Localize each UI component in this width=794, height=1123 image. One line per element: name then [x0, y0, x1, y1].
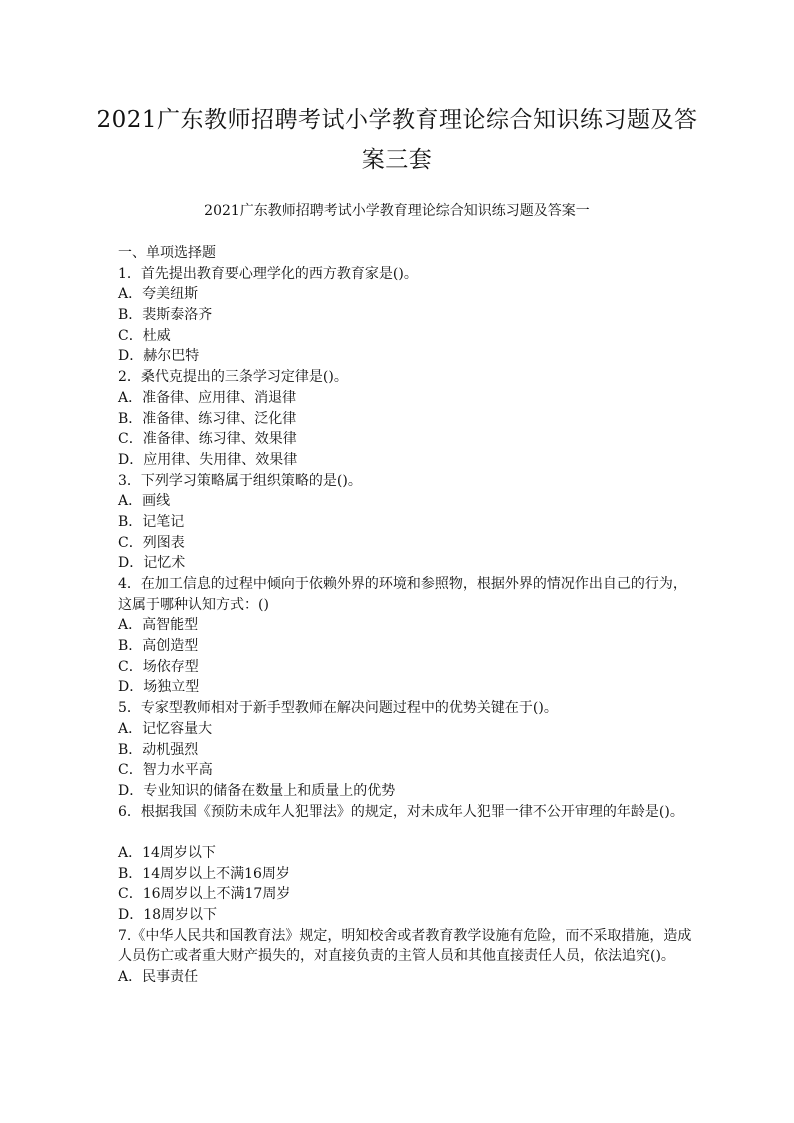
question-1: [118, 264, 698, 367]
question-4: [118, 574, 698, 698]
answer-option: A．准备律、应用律、消退律: [118, 389, 297, 406]
answer-option: A．民事责任: [118, 969, 199, 986]
answer-option: A．夸美纽斯: [118, 286, 199, 303]
question-stem: 6．根据我国《预防未成年人犯罪法》的规定，对未成年人犯罪一律不公开审理的年龄是()。: [118, 803, 684, 820]
answer-option: C．智力水平高: [118, 762, 213, 779]
question-stem: 4．在加工信息的过程中倾向于依赖外界的环境和参照物，根据外界的情况作出自己的行为，这属于哪种认知方式：(): [118, 576, 687, 613]
answer-option: B．动机强烈: [118, 741, 199, 758]
question-5: [118, 698, 698, 801]
answer-option: B．裴斯泰洛齐: [118, 307, 213, 324]
answer-option: A．记忆容量大: [118, 720, 213, 737]
document-title-line-2: 案三套: [361, 147, 433, 173]
answer-option: D．赫尔巴特: [118, 348, 200, 365]
answer-option: C．准备律、练习律、效果律: [118, 431, 297, 448]
section-heading: 一、单项选择题: [118, 245, 216, 261]
answer-option: C．杜威: [118, 327, 171, 344]
question-stem: 1．首先提出教育要心理学化的西方教育家是()。: [118, 265, 418, 282]
answer-option: C．列图表: [118, 534, 185, 551]
blank-line: [118, 822, 698, 843]
answer-option: A．画线: [118, 493, 171, 510]
document-body: [118, 243, 698, 988]
question-6: [118, 802, 698, 926]
answer-option: B．14周岁以上不满16周岁: [118, 865, 290, 882]
answer-option: D．18周岁以下: [118, 907, 218, 924]
document-subtitle: 2021广东教师招聘考试小学教育理论综合知识练习题及答案一: [204, 203, 590, 219]
answer-option: D．场独立型: [118, 679, 200, 696]
answer-option: B．记笔记: [118, 513, 185, 530]
question-7: [118, 926, 698, 988]
answer-option: C．16周岁以上不满17周岁: [118, 886, 291, 903]
question-3: [118, 471, 698, 574]
answer-option: A．高智能型: [118, 617, 199, 634]
question-stem: 7.《中华人民共和国教育法》规定，明知校舍或者教育教学设施有危险，而不采取措施，造成人员伤亡或者重大财产损失的，对直接负责的主管人员和其他直接责任人员，依法追究()。: [118, 927, 692, 965]
answer-option: C．场依存型: [118, 658, 199, 675]
answer-option: D．专业知识的储备在数量上和质量上的优势: [118, 782, 396, 799]
answer-option: B．高创造型: [118, 638, 199, 655]
question-stem: 5．专家型教师相对于新手型教师在解决问题过程中的优势关键在于()。: [118, 700, 558, 717]
question-stem: 3．下列学习策略属于组织策略的是()。: [118, 472, 362, 489]
answer-option: A．14周岁以下: [118, 844, 216, 861]
answer-option: D．应用律、失用律、效果律: [118, 451, 298, 468]
document-title-line-1: 2021广东教师招聘考试小学教育理论综合知识练习题及答: [96, 107, 698, 133]
answer-option: D．记忆术: [118, 555, 186, 572]
answer-option: B．准备律、练习律、泛化律: [118, 410, 297, 427]
question-stem: 2．桑代克提出的三条学习定律是()。: [118, 369, 348, 386]
question-2: [118, 367, 698, 470]
